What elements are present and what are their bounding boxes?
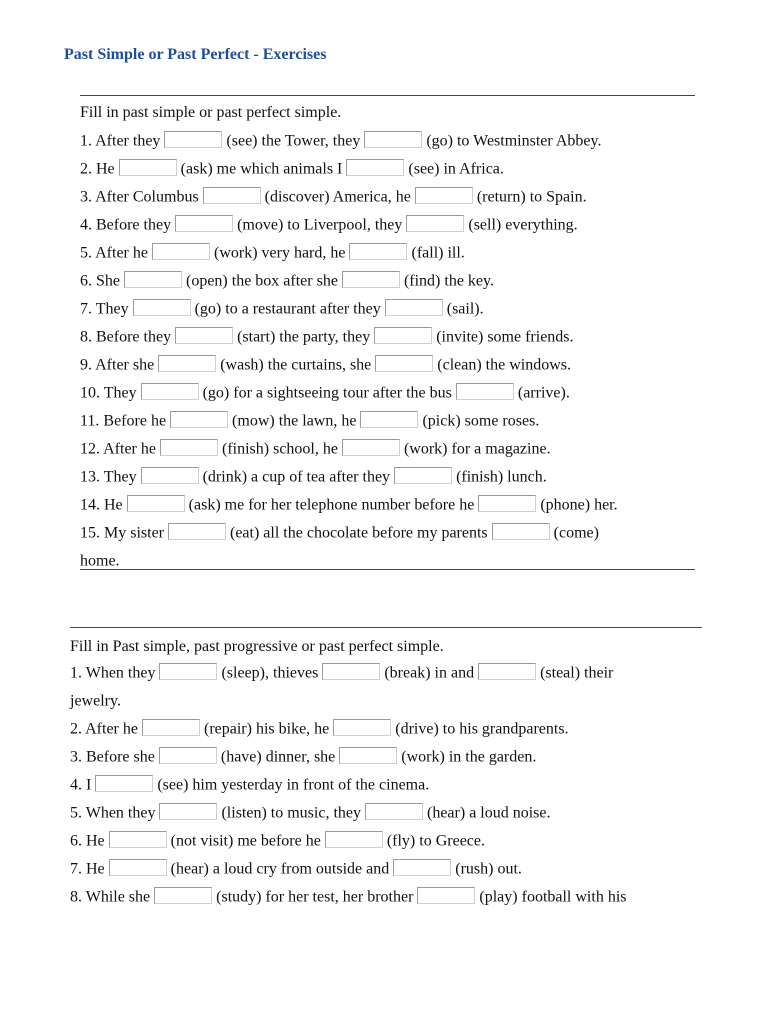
- exercise-text: (go) to a restaurant after they: [194, 300, 381, 318]
- exercise-text: (hear) a loud noise.: [427, 804, 551, 822]
- exercise-line: [70, 691, 121, 711]
- exercise-text: 2. He: [80, 160, 115, 178]
- exercise-text: (eat) all the chocolate before my parents: [230, 524, 488, 542]
- answer-blank-input[interactable]: [119, 159, 177, 176]
- exercise-line: [70, 859, 522, 879]
- answer-blank-input[interactable]: [492, 523, 550, 540]
- exercise-text: (arrive).: [517, 384, 570, 402]
- answer-blank-input[interactable]: [203, 187, 261, 204]
- answer-blank-input[interactable]: [159, 803, 217, 820]
- exercise-text: (listen) to music, they: [221, 804, 361, 822]
- exercise-line: [80, 551, 120, 571]
- answer-blank-input[interactable]: [158, 355, 216, 372]
- exercise-line: [80, 159, 504, 179]
- exercise-text: 3. After Columbus: [80, 188, 199, 206]
- answer-blank-input[interactable]: [342, 271, 400, 288]
- exercise-line: [70, 719, 569, 739]
- exercise-text: 8. Before they: [80, 328, 172, 346]
- answer-blank-input[interactable]: [365, 803, 423, 820]
- instruction-text: Fill in Past simple, past progressive or past perfect simple.: [70, 638, 444, 655]
- exercise-text: 5. After he: [80, 244, 148, 262]
- exercise-text: 13. They: [80, 468, 137, 486]
- exercise-text: (work) in the garden.: [401, 748, 537, 766]
- answer-blank-input[interactable]: [109, 859, 167, 876]
- exercise-text: (sleep), thieves: [221, 664, 319, 682]
- exercise-text: 11. Before he: [80, 412, 167, 430]
- exercise-line: [80, 355, 571, 375]
- section1-top-rule: [80, 95, 695, 96]
- instruction-text: Fill in past simple or past perfect simple.: [80, 104, 342, 121]
- exercise-text: 1. When they: [70, 664, 156, 682]
- exercise-text: (mow) the lawn, he: [232, 412, 357, 430]
- exercise-text: (study) for her test, her brother: [216, 888, 414, 906]
- exercise-text: (move) to Liverpool, they: [237, 216, 403, 234]
- answer-blank-input[interactable]: [164, 131, 222, 148]
- exercise-text: 3. Before she: [70, 748, 155, 766]
- answer-blank-input[interactable]: [417, 887, 475, 904]
- exercise-text: (pick) some roses.: [422, 412, 540, 430]
- exercise-text: (fall) ill.: [411, 244, 465, 262]
- exercise-text: (see) in Africa.: [408, 160, 504, 178]
- answer-blank-input[interactable]: [394, 467, 452, 484]
- exercise-line: [80, 327, 574, 347]
- answer-blank-input[interactable]: [159, 663, 217, 680]
- exercise-text: (see) the Tower, they: [226, 132, 361, 150]
- exercise-line: [70, 747, 536, 767]
- exercise-text: 4. Before they: [80, 216, 172, 234]
- exercise-text: (have) dinner, she: [220, 748, 336, 766]
- answer-blank-input[interactable]: [154, 887, 212, 904]
- exercise-text: (come): [553, 524, 599, 542]
- exercise-line: [80, 187, 587, 207]
- exercise-line: [80, 131, 601, 151]
- exercise-text: (drive) to his grandparents.: [395, 720, 569, 738]
- exercise-line: [80, 467, 547, 487]
- page-title: Past Simple or Past Perfect - Exercises: [64, 46, 327, 63]
- answer-blank-input[interactable]: [175, 215, 233, 232]
- answer-blank-input[interactable]: [95, 775, 153, 792]
- exercise-line: [70, 663, 613, 683]
- answer-blank-input[interactable]: [456, 383, 514, 400]
- exercise-text: (wash) the curtains, she: [220, 356, 372, 374]
- answer-blank-input[interactable]: [360, 411, 418, 428]
- exercise-line: [80, 243, 465, 263]
- exercise-text: (invite) some friends.: [436, 328, 574, 346]
- exercise-line: [80, 495, 618, 515]
- exercise-text: (finish) lunch.: [456, 468, 547, 486]
- exercise-text: (break) in and: [384, 664, 475, 682]
- answer-blank-input[interactable]: [322, 663, 380, 680]
- exercise-text: (phone) her.: [540, 496, 618, 514]
- exercise-text: 14. He: [80, 496, 123, 514]
- answer-blank-input[interactable]: [406, 215, 464, 232]
- exercise-text: (work) very hard, he: [213, 244, 346, 262]
- answer-blank-input[interactable]: [141, 383, 199, 400]
- exercise-line: [80, 411, 539, 431]
- exercise-text: 15. My sister: [80, 524, 164, 542]
- exercise-text: (rush) out.: [455, 860, 522, 878]
- exercise-text: (repair) his bike, he: [203, 720, 330, 738]
- exercise-line: [70, 831, 485, 851]
- exercise-text: jewelry.: [70, 692, 121, 710]
- exercise-line: [80, 271, 494, 291]
- answer-blank-input[interactable]: [133, 299, 191, 316]
- exercise-line: [70, 803, 551, 823]
- exercise-text: (go) to Westminster Abbey.: [426, 132, 602, 150]
- answer-blank-input[interactable]: [124, 271, 182, 288]
- exercise-text: 8. While she: [70, 888, 151, 906]
- exercise-text: 4. I: [70, 776, 92, 794]
- exercise-line: [80, 439, 551, 459]
- answer-blank-input[interactable]: [159, 747, 217, 764]
- exercise-text: (discover) America, he: [264, 188, 411, 206]
- exercise-text: (steal) their: [540, 664, 614, 682]
- exercise-line: [80, 383, 570, 403]
- exercise-line: [80, 299, 484, 319]
- exercise-text: (finish) school, he: [221, 440, 338, 458]
- answer-blank-input[interactable]: [346, 159, 404, 176]
- exercise-text: (sail).: [446, 300, 484, 318]
- exercise-text: 1. After they: [80, 132, 161, 150]
- exercise-text: 12. After he: [80, 440, 156, 458]
- exercise-text: (return) to Spain.: [476, 188, 587, 206]
- exercise-line: [80, 523, 599, 543]
- answer-blank-input[interactable]: [170, 411, 228, 428]
- exercise-text: (open) the box after she: [186, 272, 338, 290]
- answer-blank-input[interactable]: [349, 243, 407, 260]
- answer-blank-input[interactable]: [375, 355, 433, 372]
- answer-blank-input[interactable]: [160, 439, 218, 456]
- answer-blank-input[interactable]: [374, 327, 432, 344]
- exercise-text: (start) the party, they: [237, 328, 371, 346]
- section2-top-rule: [70, 627, 702, 628]
- answer-blank-input[interactable]: [478, 495, 536, 512]
- exercise-text: home.: [80, 552, 120, 570]
- exercise-text: (go) for a sightseeing tour after the bus: [202, 384, 452, 402]
- exercise-text: (drink) a cup of tea after they: [202, 468, 391, 486]
- answer-blank-input[interactable]: [478, 663, 536, 680]
- exercise-text: (hear) a loud cry from outside and: [170, 860, 390, 878]
- answer-blank-input[interactable]: [342, 439, 400, 456]
- answer-blank-input[interactable]: [339, 747, 397, 764]
- exercise-text: 10. They: [80, 384, 137, 402]
- exercise-text: 5. When they: [70, 804, 156, 822]
- exercise-text: (work) for a magazine.: [403, 440, 551, 458]
- answer-blank-input[interactable]: [364, 131, 422, 148]
- answer-blank-input[interactable]: [415, 187, 473, 204]
- exercise-text: 6. She: [80, 272, 120, 290]
- exercise-text: (ask) me which animals I: [180, 160, 343, 178]
- exercise-text: (fly) to Greece.: [386, 832, 485, 850]
- exercise-text: 2. After he: [70, 720, 138, 738]
- answer-blank-input[interactable]: [142, 719, 200, 736]
- answer-blank-input[interactable]: [393, 859, 451, 876]
- exercise-text: (sell) everything.: [468, 216, 578, 234]
- answer-blank-input[interactable]: [152, 243, 210, 260]
- exercise-text: (see) him yesterday in front of the cinema.: [157, 776, 430, 794]
- section1-bottom-rule: [80, 569, 695, 570]
- exercise-text: 7. They: [80, 300, 129, 318]
- answer-blank-input[interactable]: [325, 831, 383, 848]
- answer-blank-input[interactable]: [333, 719, 391, 736]
- answer-blank-input[interactable]: [385, 299, 443, 316]
- exercise-line: [70, 887, 627, 907]
- exercise-text: (play) football with his: [479, 888, 627, 906]
- answer-blank-input[interactable]: [168, 523, 226, 540]
- exercise-text: 7. He: [70, 860, 105, 878]
- exercise-text: (not visit) me before he: [170, 832, 321, 850]
- exercise-text: (find) the key.: [403, 272, 494, 290]
- exercise-line: [80, 215, 578, 235]
- exercise-line: [70, 775, 429, 795]
- answer-blank-input[interactable]: [127, 495, 185, 512]
- answer-blank-input[interactable]: [175, 327, 233, 344]
- exercise-text: (ask) me for her telephone number before he: [188, 496, 475, 514]
- exercise-text: 9. After she: [80, 356, 155, 374]
- exercise-text: 6. He: [70, 832, 105, 850]
- exercise-text: (clean) the windows.: [437, 356, 571, 374]
- answer-blank-input[interactable]: [141, 467, 199, 484]
- answer-blank-input[interactable]: [109, 831, 167, 848]
